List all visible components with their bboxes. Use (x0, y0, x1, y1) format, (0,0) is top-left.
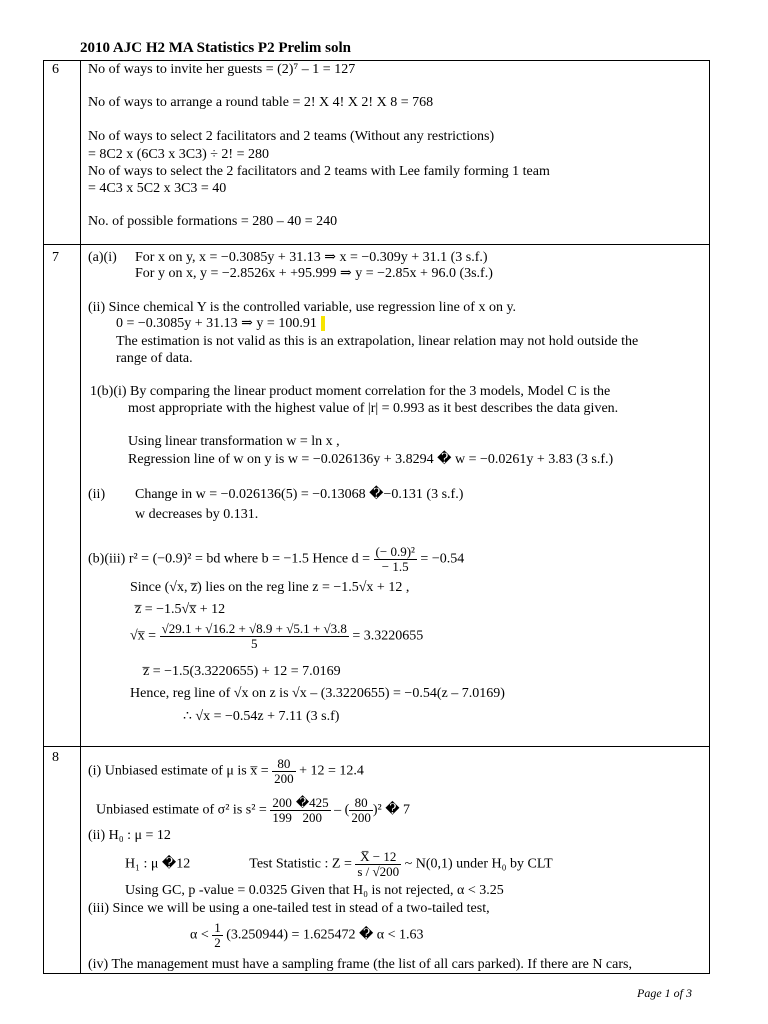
q6-line-3: No of ways to select 2 facilitators and 2 teams (Without any restrictions) (88, 129, 495, 144)
q8-iv-line-1: (iv) The management must have a sampling frame (the list of all cars parked). If there are N cars, (88, 957, 632, 972)
document-title: 2010 AJC H2 MA Statistics P2 Prelim soln (80, 40, 351, 56)
q7-bii-line-1: Change in w = −0.026136(5) = −0.13068 �−0.131 (3 s.f.) (135, 487, 464, 502)
q8-i2-fraction-2 (294, 796, 331, 825)
q6-line-6: = 4C3 x 5C2 x 3C3 = 40 (88, 181, 227, 196)
question-number-8: 8 (52, 750, 59, 765)
q7-biii-line-3: z̅ = −1.5√x̅ + 12 (135, 602, 226, 617)
q8-i2-end: )² � 7 (372, 802, 411, 818)
q7-bi-line-3: Using linear transformation w = ln x , (128, 434, 340, 449)
q7-biii-denominator: − 1.5 (381, 559, 409, 574)
q7-bi-line-1: 1(b)(i) By comparing the linear product moment correlation for the 3 models, Model C is the (90, 384, 611, 399)
question-number-6: 6 (52, 62, 59, 77)
q8-i2-denominator-1: 199 (272, 810, 292, 825)
row-divider-7-8 (43, 746, 710, 747)
question-number-column-divider (80, 60, 81, 974)
q8-ii-z-denominator: s / √200 (357, 864, 400, 879)
q7-biii-line-7: ∴ √x = −0.54z + 7.11 (3 s.f) (183, 709, 340, 724)
q8-i2-mid: – ( (334, 802, 350, 818)
q8-i-line-2 (96, 796, 410, 825)
q8-ii-distribution: ~ N(0,1) under H₀ by CLT (404, 856, 553, 872)
q7-biii-fraction (374, 545, 417, 574)
q7-aii-line-1: (ii) Since chemical Y is the controlled variable, use regression line of x on y. (88, 300, 517, 315)
q7-biii-numerator: (− 0.9)² (375, 544, 415, 559)
q8-ii-line-1: (ii) H₀ : μ = 12 (88, 828, 171, 843)
q7-biii-mean-denominator: 5 (250, 636, 258, 651)
q6-line-2: No of ways to arrange a round table = 2! X 4! X 2! X 8 = 768 (88, 95, 434, 110)
q8-ii-z-label: Z = (331, 856, 352, 872)
q8-i2-numerator-3: 80 (349, 796, 373, 811)
q7-aii-line-3: The estimation is not valid as this is an extrapolation, linear relation may not hold outside the (116, 334, 639, 349)
q7-bii-label: (ii) (88, 487, 106, 502)
q8-i-line-1 (88, 757, 364, 786)
q7-biii-line-2: Since (√x, z̅) lies on the reg line z = −1.5√x + 12 , (130, 580, 410, 595)
q8-ii-h1: H₁ : μ �12 (125, 856, 191, 872)
q7-biii-line-1 (88, 545, 464, 574)
q8-i2-text: Unbiased estimate of σ² is s² = (96, 802, 267, 818)
q8-i-fraction (272, 757, 296, 786)
q7-ai-line-1: For x on y, x = −0.3085y + 31.13 ⇒ x = −0.309y + 31.1 (3 s.f.) (135, 250, 488, 265)
q7-ai-line-2: For y on x, y = −2.8526x + +95.999 ⇒ y = −2.85x + 96.0 (3s.f.) (135, 266, 493, 281)
q7-biii-mean-numerator: √29.1 + √16.2 + √8.9 + √5.1 + √3.8 (161, 621, 347, 636)
q8-ii-line-3: Using GC, p -value = 0.0325 Given that H₀ is not rejected, α < 3.25 (125, 883, 504, 898)
q6-line-5: No of ways to select the 2 facilitators and 2 teams with Lee family forming 1 team (88, 164, 550, 179)
q8-iii-alpha: α < (190, 927, 209, 943)
row-divider-6-7 (43, 244, 710, 245)
q8-ii-z-fraction (355, 850, 401, 879)
q7-biii-mean-fraction (160, 622, 349, 651)
q7-biii-line-5: z̅ = −1.5(3.3220655) + 12 = 7.0169 (143, 664, 341, 679)
q7-biii-result: = −0.54 (420, 551, 465, 567)
page-number: Page 1 of 3 (637, 986, 692, 1000)
q8-ii-test-stat-label: Test Statistic : (249, 856, 329, 872)
q8-i-numerator: 80 (272, 757, 296, 772)
q7-biii-line-6: Hence, reg line of √x on z is √x – (3.3220655) = −0.54(z – 7.0169) (130, 686, 505, 701)
q8-i2-denominator-2: 200 (302, 810, 322, 825)
q8-i-denominator: 200 (274, 771, 294, 786)
q7-bii-line-2: w decreases by 0.131. (135, 507, 259, 522)
q8-i2-denominator-3: 200 (351, 810, 371, 825)
q8-i-result: + 12 = 12.4 (299, 763, 364, 779)
text-cursor-highlight (321, 316, 325, 331)
q7-biii-mean-label: √x̅ = (130, 628, 157, 644)
q7-aii-line-4: range of data. (116, 351, 193, 366)
q8-i2-numerator-2: �425 (295, 795, 329, 810)
question-number-7: 7 (52, 250, 59, 265)
q6-line-4: = 8C2 x (6C3 x 3C3) ÷ 2! = 280 (88, 147, 269, 162)
q7-aii-equation: 0 = −0.3085y + 31.13 ⇒ y = 100.91 (116, 316, 317, 331)
q8-iii-denominator: 2 (214, 935, 221, 950)
q7-bi-line-4: Regression line of w on y is w = −0.026136y + 3.8294 � w = −0.0261y + 3.83 (3 s.f.) (128, 452, 614, 467)
q8-iii-line-1: (iii) Since we will be using a one-tailed test in stead of a two-tailed test, (88, 901, 490, 916)
q8-i2-numerator-1: 200 (272, 795, 292, 810)
q7-aii-line-2 (116, 316, 325, 332)
q8-iii-line-2 (190, 921, 424, 950)
q8-i2-fraction-1 (270, 796, 294, 825)
q7-ai-label: (a)(i) (88, 250, 117, 265)
q8-i-text: (i) Unbiased estimate of μ is x̅ = (88, 763, 269, 779)
q8-iii-result: (3.250944) = 1.625472 � α < 1.63 (226, 927, 424, 943)
q7-biii-text: (b)(iii) r² = (−0.9)² = bd where b = −1.5 Hence d = (88, 551, 371, 567)
q6-line-7: No. of possible formations = 280 – 40 = 240 (88, 214, 338, 229)
q8-i2-fraction-3 (349, 796, 373, 825)
q8-iii-numerator: 1 (214, 920, 221, 935)
q8-ii-z-numerator: X̅ − 12 (355, 850, 401, 865)
q7-biii-line-4 (130, 622, 423, 651)
q7-biii-mean-result: = 3.3220655 (352, 628, 424, 644)
q6-line-1: No of ways to invite her guests = (2)⁷ – 1 = 127 (88, 62, 356, 77)
q8-iii-half-fraction (212, 921, 223, 950)
q8-ii-line-2 (125, 850, 553, 879)
q7-bi-line-2: most appropriate with the highest value of |r| = 0.993 as it best describes the data given. (128, 401, 619, 416)
